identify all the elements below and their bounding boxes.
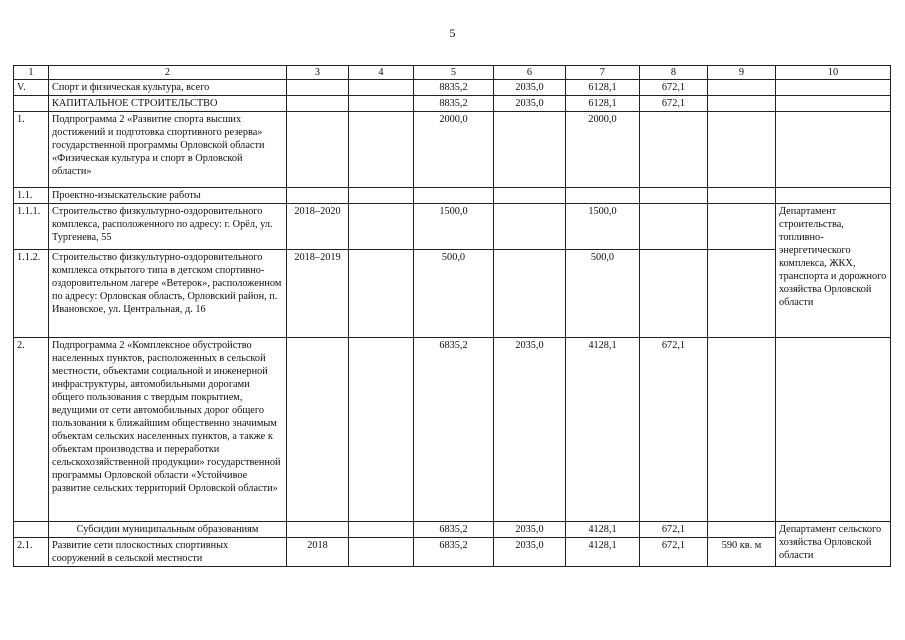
- row-c8: 672,1: [640, 538, 708, 567]
- responsible-department: Департамент строительства, топливно-энергетического комплекса, ЖКХ, транспорта и дорожного хозяйства Орловской области: [776, 204, 891, 338]
- row-dept: [776, 338, 891, 522]
- row-c6: 2035,0: [494, 338, 566, 522]
- row-c4: [349, 338, 414, 522]
- row-c9: [708, 250, 776, 338]
- row-number: 1.: [14, 112, 49, 188]
- row-c8: [640, 204, 708, 250]
- row-c7: [566, 188, 640, 204]
- row-c9: [708, 96, 776, 112]
- table-row: [14, 96, 891, 112]
- row-c8: [640, 188, 708, 204]
- responsible-department: Департамент сельского хозяйства Орловской области: [776, 522, 891, 567]
- row-years: [287, 338, 349, 522]
- row-c6: 2035,0: [494, 80, 566, 96]
- row-c8: [640, 250, 708, 338]
- table-row: [14, 80, 891, 96]
- row-c8: 672,1: [640, 80, 708, 96]
- row-c7: 4128,1: [566, 522, 640, 538]
- row-number: [14, 96, 49, 112]
- row-dept: [776, 80, 891, 96]
- header-cell: 3: [287, 66, 349, 80]
- row-c4: [349, 538, 414, 567]
- row-c9: [708, 204, 776, 250]
- row-c4: [349, 96, 414, 112]
- row-years: 2018: [287, 538, 349, 567]
- row-c5: 6835,2: [414, 338, 494, 522]
- row-c8: 672,1: [640, 522, 708, 538]
- row-c8: 672,1: [640, 338, 708, 522]
- header-cell: 6: [494, 66, 566, 80]
- table-row: [14, 204, 891, 250]
- row-c6: 2035,0: [494, 538, 566, 567]
- table-row: [14, 522, 891, 538]
- row-c5: 500,0: [414, 250, 494, 338]
- budget-table: [13, 65, 891, 567]
- header-cell: 8: [640, 66, 708, 80]
- row-name: Подпрограмма 2 «Развитие спорта высших достижений и подготовка спортивного резерва» государственной программы Орловской области «Физическая культура и спорт в Орловской области»: [49, 112, 287, 188]
- row-years: [287, 80, 349, 96]
- row-c4: [349, 188, 414, 204]
- row-c4: [349, 112, 414, 188]
- row-c7: 6128,1: [566, 96, 640, 112]
- row-number: [14, 522, 49, 538]
- row-c6: [494, 188, 566, 204]
- row-c4: [349, 80, 414, 96]
- row-c5: [414, 188, 494, 204]
- row-c5: 6835,2: [414, 538, 494, 567]
- row-name: Строительство физкультурно-оздоровительного комплекса открытого типа в детском спортивно-оздоровительном лагере «Ветерок», расположенном по адресу: Орловская область, Орловский район, п. Ивановское, ул. Центральная, д. 16: [49, 250, 287, 338]
- row-years: 2018–2020: [287, 204, 349, 250]
- row-c6: [494, 204, 566, 250]
- row-c4: [349, 204, 414, 250]
- row-c6: [494, 250, 566, 338]
- row-years: 2018–2019: [287, 250, 349, 338]
- row-c9: [708, 80, 776, 96]
- row-c9: [708, 188, 776, 204]
- header-cell: 2: [49, 66, 287, 80]
- row-number: 2.: [14, 338, 49, 522]
- row-c5: 6835,2: [414, 522, 494, 538]
- table-row: [14, 250, 891, 338]
- row-name: Подпрограмма 2 «Комплексное обустройство населенных пунктов, расположенных в сельской местности, объектами социальной и инженерной инфраструктуры, автомобильными дорогами общего пользования с твердым покрытием, ведущими от сети автомобильных дорог общего пользования к ближайшим общественно значимым объектам сельских населенных пунктов, а также к объектам производства и переработки сельскохозяйственной продукции» государственной программы Орловской области «Устойчивое развитие сельских территорий Орловской области»: [49, 338, 287, 522]
- row-c6: 2035,0: [494, 522, 566, 538]
- row-years: [287, 522, 349, 538]
- row-c7: 2000,0: [566, 112, 640, 188]
- table-row: [14, 188, 891, 204]
- row-dept: [776, 188, 891, 204]
- row-number: 1.1.2.: [14, 250, 49, 338]
- row-c7: 4128,1: [566, 338, 640, 522]
- row-c5: 2000,0: [414, 112, 494, 188]
- row-dept: [776, 96, 891, 112]
- row-c6: 2035,0: [494, 96, 566, 112]
- row-number: 2.1.: [14, 538, 49, 567]
- row-c9: 590 кв. м: [708, 538, 776, 567]
- row-name: Развитие сети плоскостных спортивных сооружений в сельской местности: [49, 538, 287, 567]
- row-number: 1.1.1.: [14, 204, 49, 250]
- row-c8: [640, 112, 708, 188]
- header-cell: 9: [708, 66, 776, 80]
- row-name: Строительство физкультурно-оздоровительного комплекса, расположенного по адресу: г. Орёл, ул. Тургенева, 55: [49, 204, 287, 250]
- row-number: 1.1.: [14, 188, 49, 204]
- header-cell: 7: [566, 66, 640, 80]
- row-c4: [349, 522, 414, 538]
- row-name: КАПИТАЛЬНОЕ СТРОИТЕЛЬСТВО: [49, 96, 287, 112]
- table-row: [14, 112, 891, 188]
- row-c7: 500,0: [566, 250, 640, 338]
- row-c7: 6128,1: [566, 80, 640, 96]
- row-c5: 8835,2: [414, 80, 494, 96]
- header-cell: 1: [14, 66, 49, 80]
- row-c7: 1500,0: [566, 204, 640, 250]
- page-number: 5: [449, 26, 456, 40]
- row-years: [287, 112, 349, 188]
- header-cell: 5: [414, 66, 494, 80]
- header-cell: 10: [776, 66, 891, 80]
- row-name: Проектно-изыскательские работы: [49, 188, 287, 204]
- header-cell: 4: [349, 66, 414, 80]
- row-c8: 672,1: [640, 96, 708, 112]
- row-c9: [708, 112, 776, 188]
- row-c6: [494, 112, 566, 188]
- row-c7: 4128,1: [566, 538, 640, 567]
- row-c9: [708, 338, 776, 522]
- row-name: Спорт и физическая культура, всего: [49, 80, 287, 96]
- row-dept: [776, 112, 891, 188]
- row-years: [287, 188, 349, 204]
- row-name: Субсидии муниципальным образованиям: [49, 522, 287, 538]
- row-c5: 1500,0: [414, 204, 494, 250]
- row-c4: [349, 250, 414, 338]
- row-c9: [708, 522, 776, 538]
- row-c5: 8835,2: [414, 96, 494, 112]
- header-row: [14, 66, 891, 80]
- row-years: [287, 96, 349, 112]
- row-number: V.: [14, 80, 49, 96]
- table-row: [14, 538, 891, 567]
- table-row: [14, 338, 891, 522]
